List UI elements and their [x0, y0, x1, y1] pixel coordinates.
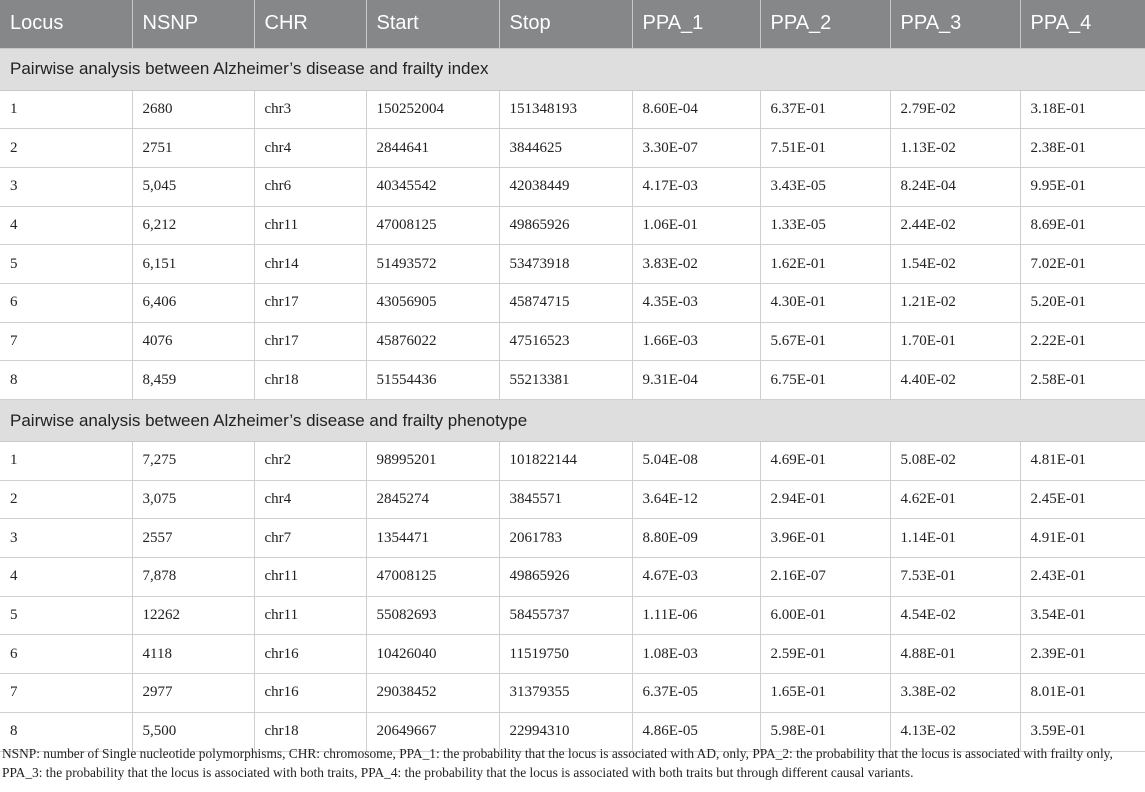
cell-ppa-1: 3.64E-12	[632, 480, 760, 519]
cell-locus: 3	[0, 519, 132, 558]
cell-ppa-4: 2.38E-01	[1020, 129, 1145, 168]
cell-ppa-3: 3.38E-02	[890, 674, 1020, 713]
cell-nsnp: 2557	[132, 519, 254, 558]
table-row	[0, 442, 1145, 481]
cell-nsnp: 3,075	[132, 480, 254, 519]
cell-ppa-4: 9.95E-01	[1020, 167, 1145, 206]
cell-ppa-1: 4.67E-03	[632, 558, 760, 597]
cell-ppa-2: 4.69E-01	[760, 442, 890, 481]
cell-start: 45876022	[366, 322, 499, 361]
cell-stop: 22994310	[499, 712, 632, 751]
cell-ppa-1: 5.04E-08	[632, 442, 760, 481]
cell-ppa-4: 5.20E-01	[1020, 283, 1145, 322]
cell-ppa-2: 5.67E-01	[760, 322, 890, 361]
cell-chr: chr11	[254, 206, 366, 245]
cell-ppa-3: 1.70E-01	[890, 322, 1020, 361]
cell-stop: 55213381	[499, 361, 632, 400]
cell-stop: 42038449	[499, 167, 632, 206]
cell-start: 150252004	[366, 90, 499, 129]
table-row	[0, 245, 1145, 284]
table-row	[0, 558, 1145, 597]
table-row	[0, 90, 1145, 129]
cell-ppa-4: 2.45E-01	[1020, 480, 1145, 519]
header-ppa-2: PPA_2	[760, 0, 890, 48]
table-row	[0, 635, 1145, 674]
cell-chr: chr16	[254, 635, 366, 674]
cell-locus: 6	[0, 283, 132, 322]
cell-ppa-1: 4.35E-03	[632, 283, 760, 322]
cell-ppa-3: 1.21E-02	[890, 283, 1020, 322]
cell-locus: 5	[0, 596, 132, 635]
cell-locus: 6	[0, 635, 132, 674]
header-ppa-4: PPA_4	[1020, 0, 1145, 48]
cell-nsnp: 6,406	[132, 283, 254, 322]
table-row	[0, 361, 1145, 400]
table-row	[0, 129, 1145, 168]
cell-stop: 11519750	[499, 635, 632, 674]
cell-ppa-3: 4.13E-02	[890, 712, 1020, 751]
cell-nsnp: 2751	[132, 129, 254, 168]
cell-chr: chr6	[254, 167, 366, 206]
cell-ppa-4: 3.18E-01	[1020, 90, 1145, 129]
cell-locus: 1	[0, 442, 132, 481]
cell-locus: 2	[0, 480, 132, 519]
cell-chr: chr7	[254, 519, 366, 558]
table-row	[0, 206, 1145, 245]
cell-locus: 8	[0, 712, 132, 751]
table-body	[0, 48, 1145, 751]
cell-ppa-1: 4.86E-05	[632, 712, 760, 751]
cell-start: 55082693	[366, 596, 499, 635]
cell-nsnp: 6,151	[132, 245, 254, 284]
cell-ppa-3: 2.79E-02	[890, 90, 1020, 129]
group-title: Pairwise analysis between Alzheimer’s disease and frailty phenotype	[0, 400, 1145, 442]
cell-locus: 4	[0, 558, 132, 597]
cell-ppa-1: 3.83E-02	[632, 245, 760, 284]
cell-nsnp: 5,045	[132, 167, 254, 206]
cell-nsnp: 5,500	[132, 712, 254, 751]
header-start: Start	[366, 0, 499, 48]
cell-ppa-1: 4.17E-03	[632, 167, 760, 206]
cell-ppa-1: 1.66E-03	[632, 322, 760, 361]
cell-ppa-1: 1.06E-01	[632, 206, 760, 245]
group-header-row	[0, 48, 1145, 90]
cell-ppa-2: 4.30E-01	[760, 283, 890, 322]
cell-nsnp: 7,878	[132, 558, 254, 597]
cell-ppa-1: 1.08E-03	[632, 635, 760, 674]
cell-ppa-3: 4.62E-01	[890, 480, 1020, 519]
table-row	[0, 596, 1145, 635]
cell-ppa-2: 7.51E-01	[760, 129, 890, 168]
cell-start: 47008125	[366, 206, 499, 245]
header-nsnp: NSNP	[132, 0, 254, 48]
cell-chr: chr3	[254, 90, 366, 129]
cell-ppa-3: 5.08E-02	[890, 442, 1020, 481]
cell-ppa-3: 4.88E-01	[890, 635, 1020, 674]
cell-nsnp: 12262	[132, 596, 254, 635]
table-row	[0, 519, 1145, 558]
cell-ppa-2: 5.98E-01	[760, 712, 890, 751]
cell-start: 51554436	[366, 361, 499, 400]
cell-ppa-4: 2.58E-01	[1020, 361, 1145, 400]
cell-nsnp: 2977	[132, 674, 254, 713]
cell-chr: chr11	[254, 558, 366, 597]
cell-ppa-2: 2.94E-01	[760, 480, 890, 519]
cell-ppa-4: 2.39E-01	[1020, 635, 1145, 674]
cell-ppa-2: 2.59E-01	[760, 635, 890, 674]
cell-ppa-4: 2.43E-01	[1020, 558, 1145, 597]
cell-ppa-3: 1.54E-02	[890, 245, 1020, 284]
cell-chr: chr18	[254, 361, 366, 400]
cell-locus: 3	[0, 167, 132, 206]
cell-stop: 49865926	[499, 558, 632, 597]
cell-ppa-4: 7.02E-01	[1020, 245, 1145, 284]
cell-ppa-2: 3.43E-05	[760, 167, 890, 206]
cell-stop: 53473918	[499, 245, 632, 284]
cell-locus: 8	[0, 361, 132, 400]
cell-nsnp: 7,275	[132, 442, 254, 481]
cell-chr: chr11	[254, 596, 366, 635]
cell-start: 1354471	[366, 519, 499, 558]
cell-ppa-2: 1.62E-01	[760, 245, 890, 284]
table-header	[0, 0, 1145, 48]
header-locus: Locus	[0, 0, 132, 48]
cell-start: 51493572	[366, 245, 499, 284]
cell-start: 29038452	[366, 674, 499, 713]
cell-chr: chr17	[254, 322, 366, 361]
cell-nsnp: 2680	[132, 90, 254, 129]
cell-ppa-1: 1.11E-06	[632, 596, 760, 635]
cell-ppa-1: 9.31E-04	[632, 361, 760, 400]
cell-ppa-1: 3.30E-07	[632, 129, 760, 168]
cell-locus: 7	[0, 674, 132, 713]
cell-stop: 31379355	[499, 674, 632, 713]
cell-ppa-4: 4.91E-01	[1020, 519, 1145, 558]
cell-start: 2844641	[366, 129, 499, 168]
cell-locus: 1	[0, 90, 132, 129]
cell-stop: 2061783	[499, 519, 632, 558]
cell-ppa-2: 1.33E-05	[760, 206, 890, 245]
cell-ppa-2: 2.16E-07	[760, 558, 890, 597]
cell-ppa-3: 4.40E-02	[890, 361, 1020, 400]
table-row	[0, 167, 1145, 206]
cell-ppa-4: 3.54E-01	[1020, 596, 1145, 635]
header-stop: Stop	[499, 0, 632, 48]
cell-stop: 58455737	[499, 596, 632, 635]
cell-ppa-3: 7.53E-01	[890, 558, 1020, 597]
cell-ppa-3: 1.14E-01	[890, 519, 1020, 558]
header-ppa-3: PPA_3	[890, 0, 1020, 48]
cell-start: 10426040	[366, 635, 499, 674]
cell-nsnp: 4076	[132, 322, 254, 361]
cell-start: 47008125	[366, 558, 499, 597]
cell-stop: 3844625	[499, 129, 632, 168]
cell-ppa-2: 3.96E-01	[760, 519, 890, 558]
cell-chr: chr17	[254, 283, 366, 322]
cell-locus: 7	[0, 322, 132, 361]
cell-start: 2845274	[366, 480, 499, 519]
cell-ppa-2: 6.75E-01	[760, 361, 890, 400]
cell-stop: 47516523	[499, 322, 632, 361]
table-row	[0, 283, 1145, 322]
cell-chr: chr18	[254, 712, 366, 751]
cell-locus: 2	[0, 129, 132, 168]
table-footnote: NSNP: number of Single nucleotide polymorphisms, CHR: chromosome, PPA_1: the probability that the locus is associated with AD, only, PPA_2: the probability that the locus is associated with frailty only, PPA_3: the probability that the locus is associated with both traits, PPA_4: the probability that the locus is associated with both traits but through different causal variants.	[2, 746, 1113, 780]
cell-locus: 5	[0, 245, 132, 284]
cell-ppa-1: 8.60E-04	[632, 90, 760, 129]
group-header-row	[0, 400, 1145, 442]
cell-ppa-3: 1.13E-02	[890, 129, 1020, 168]
cell-chr: chr4	[254, 129, 366, 168]
cell-chr: chr2	[254, 442, 366, 481]
header-row	[0, 0, 1145, 48]
cell-ppa-4: 3.59E-01	[1020, 712, 1145, 751]
cell-start: 20649667	[366, 712, 499, 751]
cell-locus: 4	[0, 206, 132, 245]
cell-stop: 3845571	[499, 480, 632, 519]
table-row	[0, 322, 1145, 361]
cell-ppa-1: 8.80E-09	[632, 519, 760, 558]
cell-start: 40345542	[366, 167, 499, 206]
cell-chr: chr14	[254, 245, 366, 284]
cell-chr: chr16	[254, 674, 366, 713]
cell-stop: 101822144	[499, 442, 632, 481]
cell-ppa-3: 2.44E-02	[890, 206, 1020, 245]
cell-start: 98995201	[366, 442, 499, 481]
cell-nsnp: 6,212	[132, 206, 254, 245]
header-chr: CHR	[254, 0, 366, 48]
header-ppa-1: PPA_1	[632, 0, 760, 48]
cell-ppa-4: 8.69E-01	[1020, 206, 1145, 245]
cell-chr: chr4	[254, 480, 366, 519]
cell-stop: 151348193	[499, 90, 632, 129]
cell-ppa-3: 8.24E-04	[890, 167, 1020, 206]
cell-ppa-4: 2.22E-01	[1020, 322, 1145, 361]
cell-ppa-2: 1.65E-01	[760, 674, 890, 713]
table-row	[0, 674, 1145, 713]
cell-ppa-4: 4.81E-01	[1020, 442, 1145, 481]
cell-ppa-2: 6.00E-01	[760, 596, 890, 635]
cell-ppa-4: 8.01E-01	[1020, 674, 1145, 713]
cell-stop: 49865926	[499, 206, 632, 245]
group-title: Pairwise analysis between Alzheimer’s disease and frailty index	[0, 48, 1145, 90]
cell-nsnp: 8,459	[132, 361, 254, 400]
cell-stop: 45874715	[499, 283, 632, 322]
cell-nsnp: 4118	[132, 635, 254, 674]
cell-ppa-1: 6.37E-05	[632, 674, 760, 713]
cell-ppa-3: 4.54E-02	[890, 596, 1020, 635]
table-row	[0, 480, 1145, 519]
cell-start: 43056905	[366, 283, 499, 322]
cell-ppa-2: 6.37E-01	[760, 90, 890, 129]
